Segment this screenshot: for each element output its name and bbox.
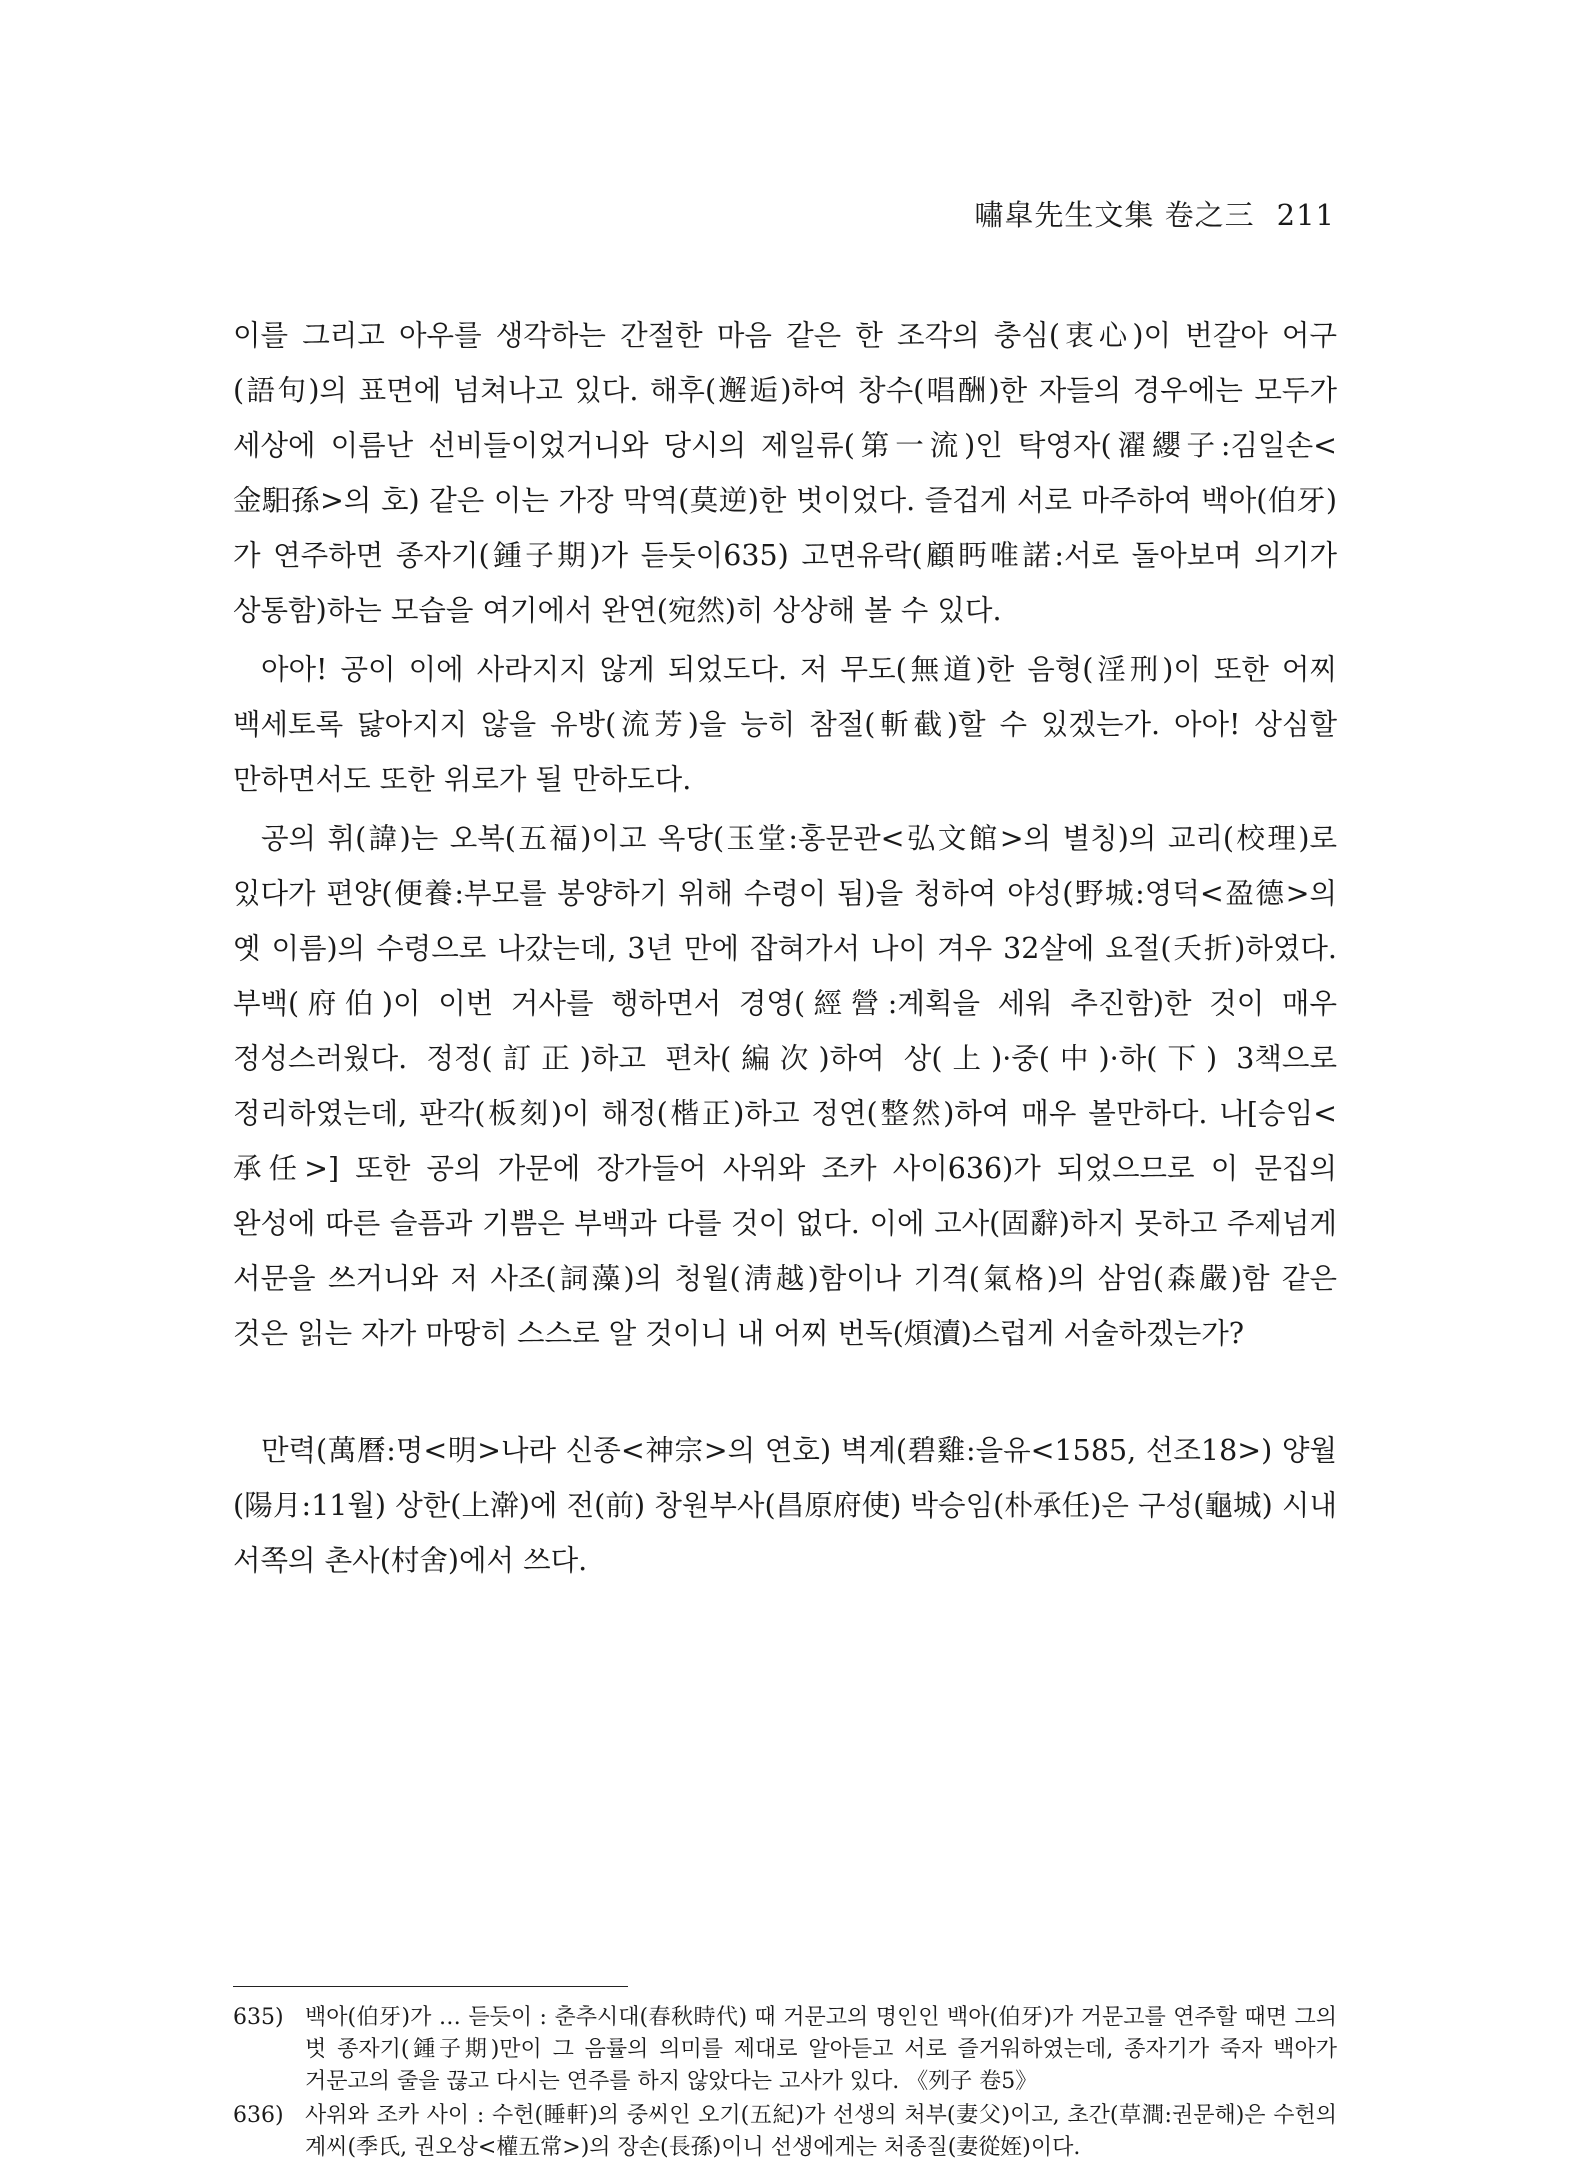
main-text — [233, 308, 1337, 1592]
footnote-number: 635) — [233, 2005, 284, 2030]
footnote-636 — [233, 2100, 1337, 2164]
footnote-text: 사위와 조카 사이 : 수헌(睡軒)의 중씨인 오기(五紀)가 선생의 처부(妻父)이고, 초간(草澗:권문해)은 수헌의 계씨(季氏, 권오상<權五常>)의 장손(長孫)이니 선생에게는 처종질(妻從姪)이다. — [305, 2103, 1337, 2160]
paragraph-2: 아아! 공이 이에 사라지지 않게 되었도다. 저 무도(無道)한 음형(淫刑)이 또한 어찌 백세토록 닳아지지 않을 유방(流芳)을 능히 참절(斬截)할 수 있겠는가. 아아! 상심할 만하면서도 또한 위로가 될 만하도다. — [233, 653, 1337, 796]
book-title: 嘯皐先生文集 卷之三 — [974, 198, 1255, 232]
paragraph-1: 이를 그리고 아우를 생각하는 간절한 마음 같은 한 조각의 충심(衷心)이 번갈아 어구(語句)의 표면에 넘쳐나고 있다. 해후(邂逅)하여 창수(唱酬)한 자들의 경우에는 모두가 세상에 이름난 선비들이었거니와 당시의 제일류(第一流)인 탁영자(濯纓子:김일손<金馹孫>의 호) 같은 이는 가장 막역(莫逆)한 벗이었다. 즐겁게 서로 마주하여 백아(伯牙)가 연주하면 종자기(鍾子期)가 듣듯이635) 고면유락(顧眄唯諾:서로 돌아보며 의기가 상통함)하는 모습을 여기에서 완연(宛然)히 상상해 볼 수 있다. — [233, 319, 1337, 627]
page-number: 211 — [1276, 198, 1335, 232]
paragraph-3: 공의 휘(諱)는 오복(五福)이고 옥당(玉堂:홍문관<弘文館>의 별칭)의 교리(校理)로 있다가 편양(便養:부모를 봉양하기 위해 수령이 됨)을 청하여 야성(野城:영덕<盈德>의 옛 이름)의 수령으로 나갔는데, 3년 만에 잡혀가서 나이 겨우 32살에 요절(夭折)하였다. 부백(府伯)이 이번 거사를 행하면서 경영(經營:계획을 세워 추진함)한 것이 매우 정성스러웠다. 정정(訂正)하고 편차(編次)하여 상(上)·중(中)·하(下) 3책으로 정리하였는데, 판각(板刻)이 해정(楷正)하고 정연(整然)하여 매우 볼만하다. 나[승임<承任>] 또한 공의 가문에 장가들어 사위와 조카 사이636)가 되었으므로 이 문집의 완성에 따른 슬픔과 기쁨은 부백과 다를 것이 없다. 이에 고사(固辭)하지 못하고 주제넘게 서문을 쓰거니와 저 사조(詞藻)의 청월(淸越)함이나 기격(氣格)의 삼엄(森嚴)함 같은 것은 읽는 자가 마땅히 스스로 알 것이니 내 어찌 번독(煩瀆)스럽게 서술하겠는가? — [233, 822, 1337, 1350]
footnotes — [233, 2002, 1337, 2166]
footnote-divider — [233, 1986, 628, 1987]
footnote-635 — [233, 2002, 1337, 2098]
running-header — [974, 193, 1335, 234]
footnote-text: 백아(伯牙)가 … 듣듯이 : 춘추시대(春秋時代) 때 거문고의 명인인 백아(伯牙)가 거문고를 연주할 때면 그의 벗 종자기(鍾子期)만이 그 음률의 의미를 제대로 알아듣고 서로 즐거워하였는데, 종자기가 죽자 백아가 거문고의 줄을 끊고 다시는 연주를 하지 않았다는 고사가 있다. 《列子 卷5》 — [305, 2005, 1337, 2094]
footnote-number: 636) — [233, 2103, 284, 2128]
colophon: 만력(萬曆:명<明>나라 신종<神宗>의 연호) 벽계(碧雞:을유<1585, 선조18>) 양월(陽月:11월) 상한(上澣)에 전(前) 창원부사(昌原府使) 박승임(朴承任)은 구성(龜城) 시내 서쪽의 촌사(村舍)에서 쓰다. — [233, 1434, 1337, 1577]
